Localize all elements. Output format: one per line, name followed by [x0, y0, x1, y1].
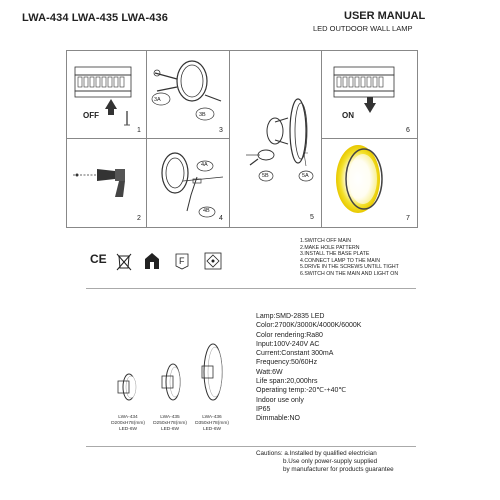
model-caption-lwa-434: LWA-434 D200xH78(mm) LED-6W: [111, 415, 145, 432]
step-panel-5: [230, 51, 321, 227]
divider: [86, 446, 416, 447]
step-5b-label: 5B: [262, 173, 269, 179]
switch-off-illustration: [67, 51, 146, 138]
step-number-5: 5: [310, 214, 314, 221]
instruction-item: 6.SWITCH ON THE MAIN AND LIGHT ON: [300, 270, 399, 277]
spec-color: Color:2700K/3000K/4000K/6000K: [256, 322, 362, 330]
spec-dimmable: Dimmable:NO: [256, 415, 300, 423]
model-caption-lwa-436: LWA-436 D350xH78(mm) LED-6W: [195, 415, 229, 432]
caution-a: a.Installed by qualified electrician: [284, 450, 377, 457]
instruction-item: 1.SWITCH OFF MAIN: [300, 238, 352, 244]
manual-title: USER MANUAL: [344, 10, 426, 22]
f-mark-icon: [174, 252, 190, 270]
connect-wire-illustration: [147, 139, 229, 227]
instruction-item: 3.INSTALL THE BASE PLATE: [300, 251, 370, 258]
spec-operating-temp: Operating temp:-20℃-+40℃: [256, 387, 347, 395]
step-number-2: 2: [137, 215, 141, 222]
model-caption-lwa-435: LWA-435 D250xH78(mm) LED-6W: [153, 415, 187, 432]
cautions-title: Cautions:: [256, 450, 283, 457]
lwa-435-lamp-drawing: [162, 364, 180, 400]
step-5a-label: 5A: [302, 173, 309, 179]
step-4b-label: 4B: [203, 208, 210, 214]
specification-list: [256, 312, 361, 424]
step-number-7: 7: [406, 215, 410, 222]
spec-life-span: Life span:20,000hrs: [256, 378, 318, 386]
switch-on-label: ON: [342, 111, 354, 120]
model-numbers: LWA-434 LWA-435 LWA-436: [22, 12, 168, 24]
lamp-lit-illustration: [322, 139, 417, 227]
spec-lamp: Lamp:SMD-2835 LED: [256, 313, 325, 320]
switch-off-label: OFF: [83, 111, 99, 120]
base-plate-illustration: [147, 51, 229, 138]
step-panel-3: [147, 51, 229, 138]
mount-lamp-illustration: [230, 51, 321, 227]
svg-text:F: F: [179, 256, 185, 266]
caution-b-cont: by manufacturer for products guarantee: [283, 466, 394, 473]
step-number-3: 3: [219, 127, 223, 134]
step-number-1: 1: [137, 127, 141, 134]
indoor-use-icon: [144, 252, 160, 270]
step-number-6: 6: [406, 127, 410, 134]
drill-hole-illustration: [67, 139, 146, 227]
ce-mark-icon: CE: [90, 252, 107, 266]
lwa-434-lamp-drawing: [118, 374, 136, 400]
divider: [86, 288, 416, 289]
spec-input: Input:100V-240V AC: [256, 340, 320, 348]
weee-bin-icon: [116, 252, 132, 272]
spec-frequency: Frequency:50/60Hz: [256, 359, 318, 367]
spec-indoor-use: Indoor use only: [256, 396, 304, 404]
step-3a-label: 3A: [154, 97, 161, 103]
step-panel-6: [322, 51, 417, 138]
step-4a-label: 4A: [201, 162, 208, 168]
cautions: [256, 450, 394, 474]
class-ii-icon: [204, 252, 222, 270]
instruction-item: 4.CONNECT LAMP TO THE MAIN: [300, 257, 380, 264]
spec-ip-rating: IP65: [256, 405, 271, 413]
step-panel-4: [147, 139, 229, 227]
step-panel-2: [67, 139, 146, 227]
instruction-item: 2.MAKE HOLE PATTERN: [300, 244, 360, 251]
installation-steps-grid: [66, 50, 418, 228]
caution-b: b.Use only power-supply supplied: [283, 458, 378, 465]
switch-on-illustration: [322, 51, 417, 138]
lwa-436-lamp-drawing: [202, 344, 222, 400]
spec-watt: Watt:6W: [256, 368, 283, 376]
step-panel-1: [67, 51, 146, 138]
spec-current: Current:Constant 300mA: [256, 350, 334, 358]
step-panel-7: [322, 139, 417, 227]
step-3b-label: 3B: [199, 112, 206, 118]
manual-subtitle: LED OUTDOOR WALL LAMP: [313, 24, 413, 33]
instruction-list: [300, 238, 399, 278]
step-number-4: 4: [219, 215, 223, 222]
instruction-item: 5.DRIVE IN THE SCREWS UNTILL TIGHT: [300, 264, 399, 271]
spec-color-rendering: Color rendering:Ra80: [256, 331, 323, 339]
product-size-illustration: [100, 335, 240, 415]
